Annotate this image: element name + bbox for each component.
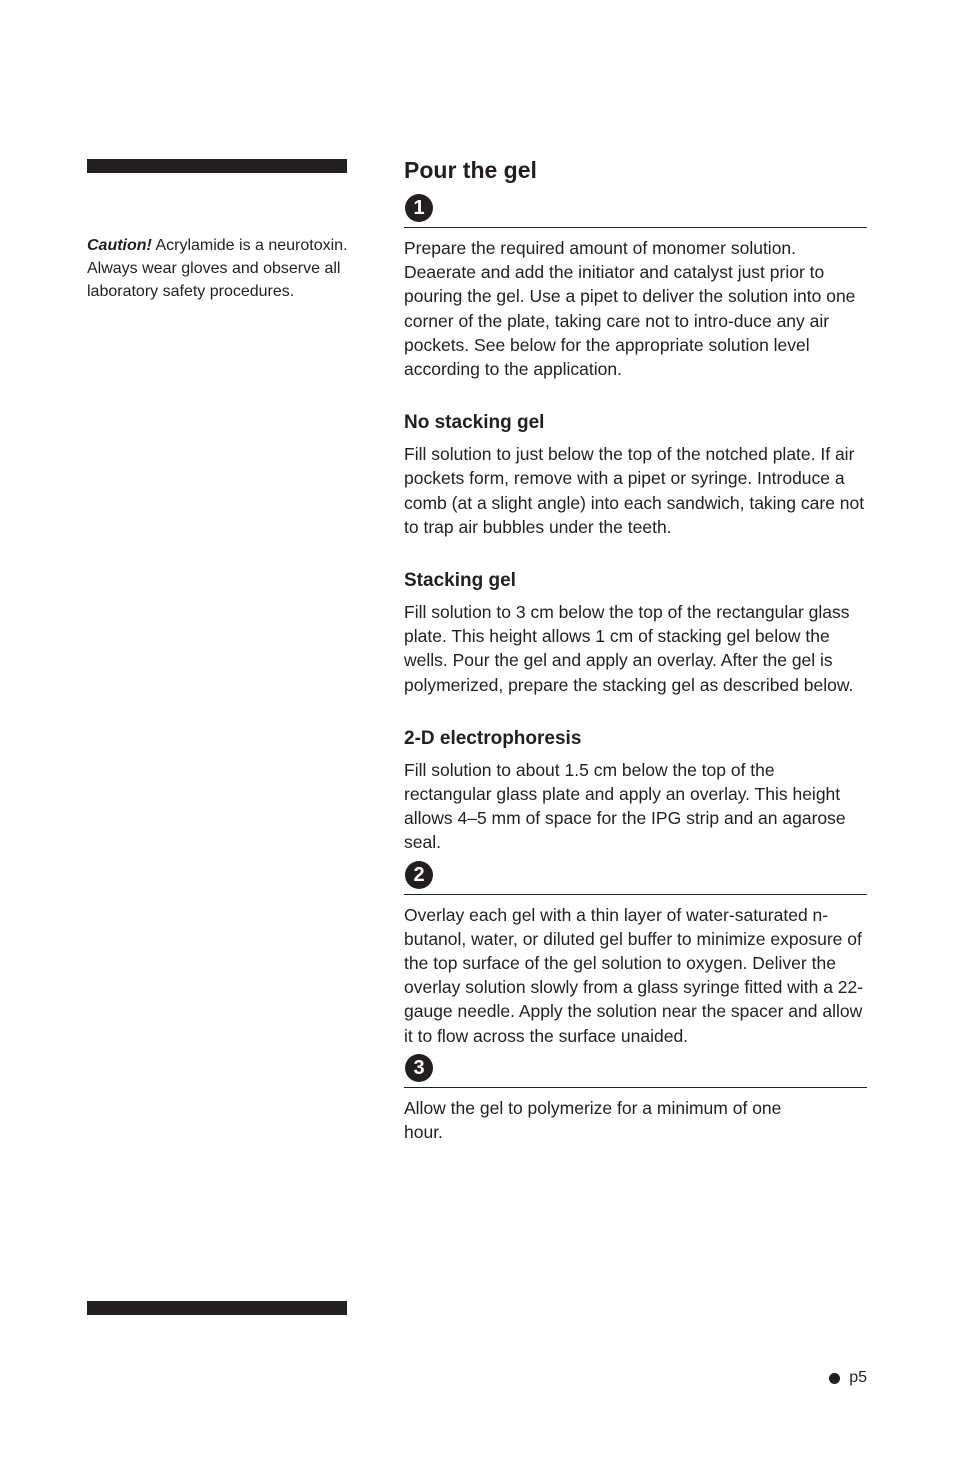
step-3-text: Allow the gel to polymerize for a minimum of one hour. [404,1097,782,1143]
caution-text: Acrylamide is a neurotoxin. Always wear gloves and observe all laboratory safety procedures. [87,237,348,300]
step-3 [404,1048,867,1144]
subsection-heading-stacking: Stacking gel [404,570,516,592]
step-3-header [404,1048,867,1088]
caution-note [87,234,352,303]
sidebar-top-rule [87,159,347,173]
step-2-text: Overlay each gel with a thin layer of water-saturated n-butanol, water, or diluted gel buffer to minimize exposure of the top surface of the gel solution to oxygen. Deliver the overlay solution slowly from a glass syringe fitted with a 22-gauge needle. Apply the solution near the spacer and allow it to flow across the surface unaided. [404,904,864,1046]
subsection-text-stacking: Fill solution to 3 cm below the top of the rectangular glass plate. This height allows 1 cm of stacking gel below the wells. Pour the gel and apply an overlay. After the gel is polymerized, prepare the stacking gel as described below. [404,602,854,695]
step-1-header [404,188,867,228]
step-number-badge: 1 [405,194,433,222]
subsection-text-no-stacking: Fill solution to just below the top of the notched plate. If air pockets form, remove with a pipet or syringe. Introduce a comb (at a slight angle) into each sandwich, taking care not to trap air bubbles under the teeth. [404,444,865,537]
step-number-badge: 2 [405,861,433,889]
step-2-header [404,855,867,895]
subsection-heading-no-stacking: No stacking gel [404,412,545,434]
sidebar-bottom-rule [87,1301,347,1315]
step-1-text: Prepare the required amount of monomer solution. Deaerate and add the initiator and catalyst just prior to pouring the gel. Use a pipet to deliver the solution into one corner of the plate, taking care not to intro-duce any air pockets. See below for the appropriate solution level according to the application. [404,238,856,380]
page-number [829,1368,867,1388]
step-2 [404,855,867,1048]
subsection-text-2d: Fill solution to about 1.5 cm below the top of the rectangular glass plate and apply an overlay. This height allows 4–5 mm of space for the IPG strip and an agarose seal. [404,759,846,853]
step-1 [404,188,867,855]
bullet-dot-icon [829,1373,840,1384]
section-title: Pour the gel [404,157,537,183]
caution-label: Caution! [87,237,152,254]
subsection-heading-2d: 2-D electrophoresis [404,727,582,749]
main-content [404,152,867,1144]
step-number-badge: 3 [405,1054,433,1082]
page-number-label: p5 [849,1369,867,1386]
